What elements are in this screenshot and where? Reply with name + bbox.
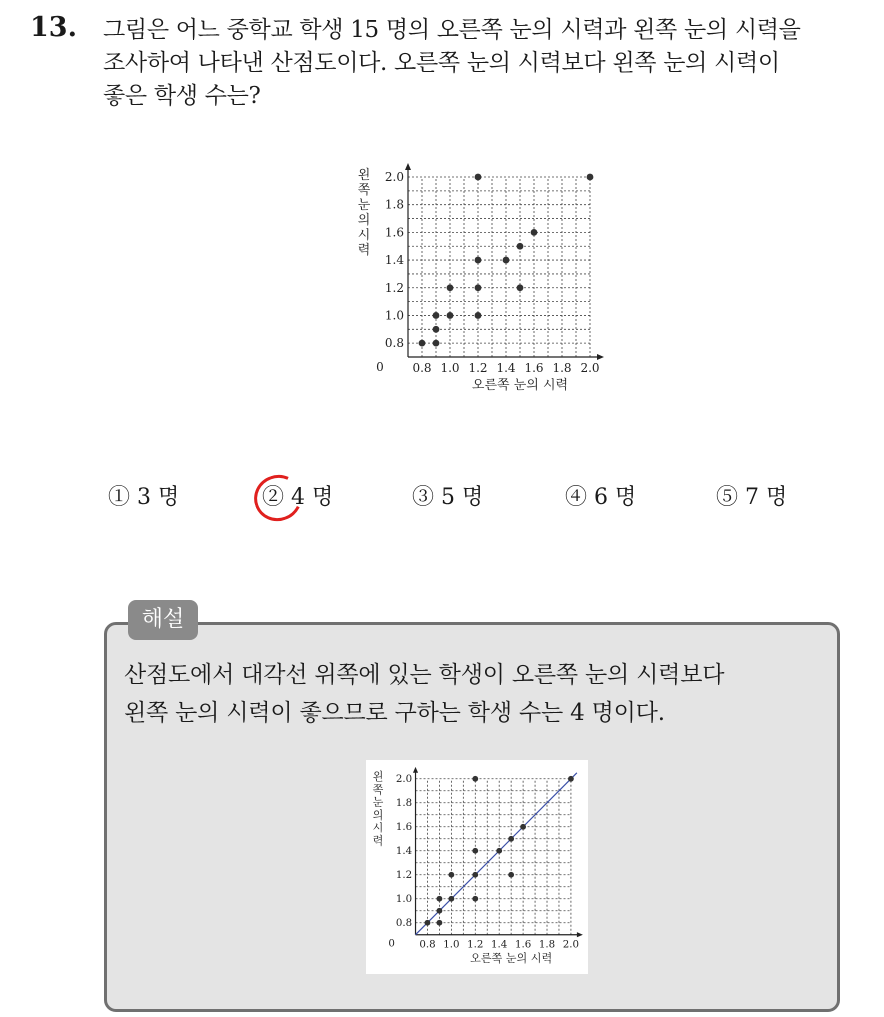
choice-text: 3 명	[137, 485, 180, 510]
choice-mark: ⑤	[716, 485, 739, 510]
x-tick-label: 1.2	[467, 938, 484, 951]
choice-4[interactable]	[565, 480, 636, 511]
choice-text: 6 명	[594, 485, 637, 510]
data-point	[508, 872, 514, 878]
y-tick-label: 2.0	[384, 170, 404, 184]
y-tick-label: 2.0	[395, 773, 413, 786]
data-point	[508, 836, 514, 842]
y-tick-label: 1.2	[384, 280, 404, 295]
scatter-svg	[366, 760, 588, 974]
y-tick-label: 1.6	[384, 225, 404, 240]
data-point	[447, 312, 454, 319]
origin-label: 0	[376, 360, 384, 374]
y-axis-label-char: 왼	[357, 168, 371, 183]
data-point	[425, 920, 431, 926]
y-tick-label: 1.2	[395, 869, 413, 882]
y-tick-label: 1.8	[395, 797, 413, 810]
y-axis-label-char: 쪽	[372, 783, 384, 797]
data-point	[472, 896, 478, 902]
question-line: 조사하여 나타낸 산점도이다. 오른쪽 눈의 시력보다 왼쪽 눈의 시력이	[103, 50, 780, 76]
scatter-svg	[350, 155, 610, 403]
x-tick-label: 1.2	[468, 361, 488, 375]
data-point	[437, 896, 443, 902]
choice-text: 5 명	[441, 485, 484, 510]
data-point	[520, 824, 526, 830]
choice-mark: ②	[262, 485, 285, 510]
data-point	[472, 848, 478, 854]
x-tick-label: 1.0	[443, 938, 460, 951]
x-tick-label: 1.4	[496, 361, 516, 375]
scatter-plot-solution	[366, 760, 588, 974]
data-point	[517, 243, 524, 250]
x-axis-label: 오른쪽 눈의 시력	[471, 378, 569, 393]
x-axis-arrow	[597, 354, 604, 360]
y-tick-label: 1.0	[395, 893, 413, 906]
data-point	[475, 284, 482, 291]
answer-choices	[0, 480, 884, 520]
y-tick-label: 1.4	[384, 253, 404, 268]
choice-mark: ③	[412, 485, 435, 510]
data-point	[433, 326, 440, 333]
choice-text: 4 명	[291, 485, 334, 510]
data-point	[496, 848, 502, 854]
x-tick-label: 2.0	[580, 361, 600, 375]
y-axis-label-char: 시	[372, 821, 384, 835]
solution-tag: 해설	[128, 600, 198, 640]
choice-text: 7 명	[745, 485, 788, 510]
y-axis-arrow	[413, 767, 418, 773]
data-point	[448, 896, 454, 902]
y-tick-label: 0.8	[384, 336, 404, 351]
origin-label: 0	[388, 937, 395, 950]
x-axis-arrow	[577, 932, 583, 937]
y-axis-label-char: 쪽	[357, 183, 371, 198]
data-point	[433, 340, 440, 347]
data-point	[472, 776, 478, 782]
y-axis-label-char: 의	[372, 808, 384, 822]
data-point	[517, 284, 524, 291]
y-tick-label: 1.8	[384, 197, 404, 212]
scatter-plot-question	[350, 155, 610, 403]
data-point	[419, 340, 426, 347]
solution-line: 왼쪽 눈의 시력이 좋으므로 구하는 학생 수는 4 명이다.	[124, 700, 665, 726]
y-axis-label-char: 력	[357, 243, 371, 258]
x-tick-label: 1.8	[552, 361, 572, 375]
choice-1[interactable]	[108, 480, 179, 511]
y-tick-label: 1.4	[395, 845, 413, 858]
solution-text	[124, 656, 824, 732]
data-point	[472, 872, 478, 878]
x-tick-label: 0.8	[412, 361, 432, 375]
data-point	[448, 872, 454, 878]
y-axis-label-char: 왼	[372, 770, 384, 784]
data-point	[475, 257, 482, 264]
choice-3[interactable]	[412, 480, 483, 511]
solution-line: 산점도에서 대각선 위쪽에 있는 학생이 오른쪽 눈의 시력보다	[124, 662, 725, 688]
data-point	[437, 920, 443, 926]
question-line: 좋은 학생 수는?	[103, 83, 261, 109]
x-tick-label: 0.8	[419, 938, 436, 951]
y-axis-label-char: 눈	[357, 198, 371, 213]
data-point	[587, 174, 594, 181]
question-number: 13.	[30, 12, 77, 43]
data-point	[503, 257, 510, 264]
data-point	[475, 312, 482, 319]
y-axis-label-char: 눈	[372, 796, 384, 810]
y-axis-label-char: 의	[357, 213, 371, 228]
y-axis-label-char: 력	[372, 834, 384, 848]
data-point	[433, 312, 440, 319]
data-point	[447, 284, 454, 291]
y-tick-label: 1.6	[395, 821, 413, 834]
data-point	[568, 776, 574, 782]
x-tick-label: 1.6	[524, 361, 544, 375]
question-line: 그림은 어느 중학교 학생 15 명의 오른쪽 눈의 시력과 왼쪽 눈의 시력을	[103, 17, 801, 43]
x-tick-label: 1.4	[491, 938, 508, 951]
choice-mark: ④	[565, 485, 588, 510]
y-tick-label: 0.8	[395, 917, 413, 930]
data-point	[437, 908, 443, 914]
question-text	[103, 14, 868, 113]
x-tick-label: 1.6	[514, 938, 532, 951]
choice-mark: ①	[108, 485, 131, 510]
choice-5[interactable]	[716, 480, 787, 511]
y-axis-arrow	[405, 163, 411, 170]
x-tick-label: 2.0	[562, 938, 580, 951]
x-tick-label: 1.0	[440, 361, 460, 375]
y-axis-label-char: 시	[357, 228, 371, 243]
y-tick-label: 1.0	[384, 308, 404, 323]
data-point	[475, 174, 482, 181]
x-axis-label: 오른쪽 눈의 시력	[470, 952, 553, 966]
x-tick-label: 1.8	[538, 938, 556, 951]
data-point	[531, 229, 538, 236]
